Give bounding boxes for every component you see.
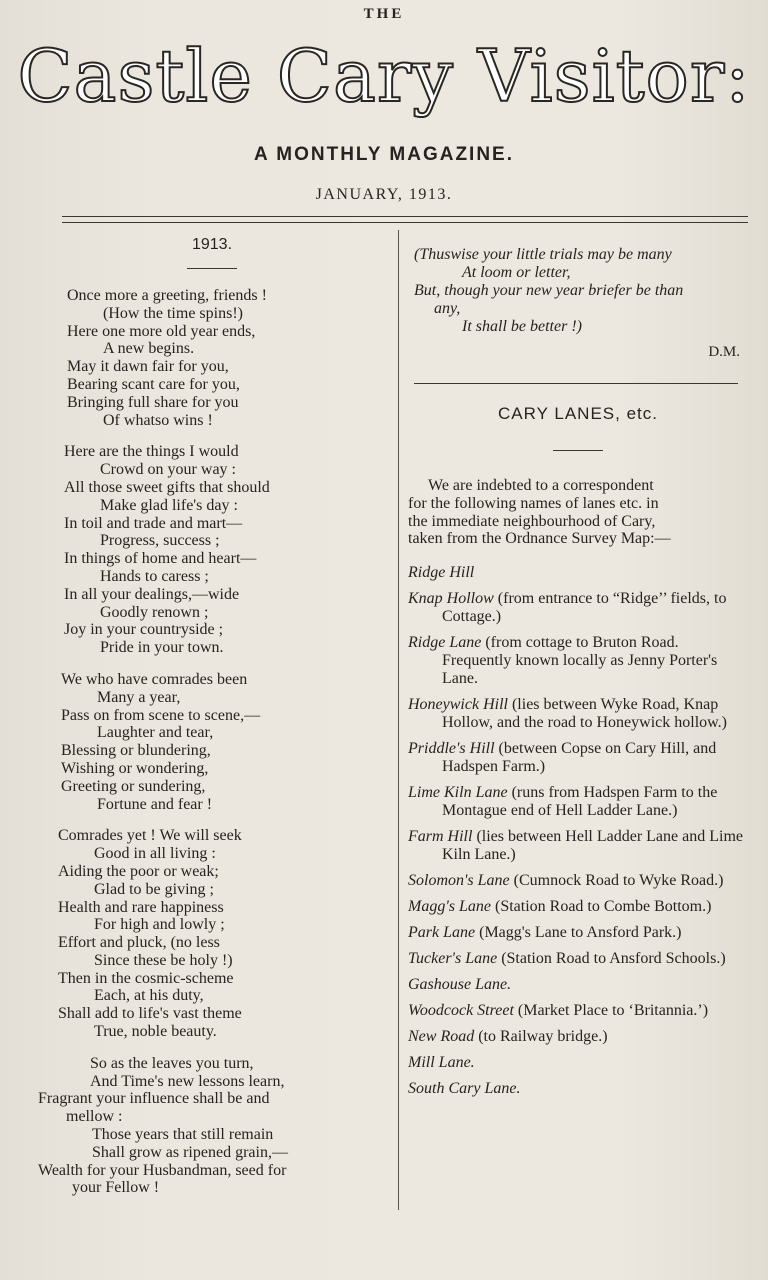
lane-desc: (Market Place to ‘Britannia.’) — [513, 1002, 709, 1020]
lane-name: South Cary Lane. — [408, 1080, 521, 1098]
lane-item — [408, 872, 748, 890]
lane-item — [408, 740, 748, 776]
lane-desc: (from cottage to Bruton Road. Frequently known locally as Jenny Porter's Lane. — [442, 634, 718, 688]
poem-line: (Thuswise your little trials may be many — [414, 246, 672, 263]
masthead-title: Castle Cary Visitor: — [17, 34, 751, 118]
lane-item — [408, 564, 748, 582]
poem-line: May it dawn fair for you, — [67, 358, 229, 376]
poem-line: Many a year, — [97, 688, 181, 706]
poem-line: All those sweet gifts that should — [64, 478, 270, 496]
poem-line: Pride in your town. — [100, 639, 224, 657]
poem-line: Bringing full share for you — [67, 393, 239, 411]
lane-name: Lime Kiln Lane — [408, 784, 508, 802]
lanes-title-rule — [553, 450, 603, 451]
poem-title: 1913. — [191, 236, 233, 253]
poem-line: Once more a greeting, friends ! — [67, 287, 267, 304]
poem-line: Comrades yet ! We will seek — [58, 827, 242, 845]
poem-line: Aiding the poor or weak; — [58, 862, 219, 880]
lanes-list — [408, 564, 748, 1098]
lane-name: Magg's Lane — [408, 898, 491, 916]
lane-item — [408, 898, 748, 916]
poem-line: (How the time spins!) — [103, 304, 243, 322]
poem-line: Then in the cosmic-scheme — [58, 969, 234, 987]
poem-line: Fortune and fear ! — [97, 795, 213, 813]
poem-line: In all your dealings,—wide — [64, 585, 240, 603]
poem-line: Since these be holy !) — [94, 951, 233, 969]
lanes-title: CARY LANES, etc. — [498, 404, 658, 423]
poem-author: D.M. — [708, 344, 740, 360]
poem-stanza-5 — [36, 1055, 388, 1197]
poem-line: Each, at his duty, — [94, 987, 204, 1005]
poem-line: mellow : — [66, 1108, 123, 1126]
poem-line: Laughter and tear, — [97, 724, 214, 742]
poem-line: Wishing or wondering, — [61, 759, 209, 777]
lane-item — [408, 634, 748, 688]
poem-line: Pass on from scene to scene,— — [61, 706, 261, 724]
poem-title-rule — [187, 268, 237, 269]
lane-item — [408, 828, 748, 864]
masthead-subtitle: A MONTHLY MAGAZINE. — [253, 144, 515, 165]
lane-item — [408, 1054, 748, 1072]
lane-desc: (lies between Wyke Road, Knap Hollow, and the road to Honeywick hollow.) — [442, 696, 727, 732]
poem-line: Goodly renown ; — [100, 603, 209, 621]
poem-line: For high and lowly ; — [94, 916, 225, 934]
header-rule-bottom — [62, 222, 748, 223]
section-rule — [414, 383, 738, 384]
lane-desc: (Magg's Lane to Ansford Park.) — [475, 924, 682, 942]
poem-line: Crowd on your way : — [100, 461, 236, 479]
lane-desc: (Cumnock Road to Wyke Road.) — [509, 872, 724, 890]
poem-line: Shall grow as ripened grain,— — [92, 1143, 288, 1161]
lane-desc: (Station Road to Ansford Schools.) — [497, 950, 726, 968]
lane-name: Woodcock Street — [408, 1002, 514, 1020]
lane-item — [408, 1002, 748, 1020]
poem-line: In toil and trade and mart— — [64, 514, 243, 532]
poem-line: your Fellow ! — [72, 1179, 160, 1197]
poem-line: Those years that still remain — [92, 1126, 274, 1144]
masthead-the: THE — [363, 6, 405, 22]
lane-item — [408, 950, 748, 968]
poem-line: Blessing or blundering, — [61, 742, 211, 760]
intro-line: We are indebted to a correspondent — [428, 477, 654, 494]
poem-line: any, — [434, 300, 461, 317]
lane-name: Knap Hollow — [408, 590, 494, 608]
lane-name: Gashouse Lane. — [408, 976, 512, 994]
poem-line: So as the leaves you turn, — [90, 1054, 254, 1072]
poem-stanza-2 — [36, 443, 388, 657]
poem-line: Here are the things I would — [64, 443, 239, 461]
lane-name: Farm Hill — [408, 828, 473, 846]
lane-name: New Road — [408, 1028, 475, 1046]
lane-item — [408, 1028, 748, 1046]
poem-line: Bearing scant care for you, — [67, 375, 240, 393]
right-column — [408, 246, 748, 1098]
poem-stanza-1 — [36, 287, 388, 429]
poem-line: In things of home and heart— — [64, 550, 257, 568]
poem-column — [36, 236, 388, 1211]
poem-line: Effort and pluck, (no less — [58, 934, 220, 952]
lane-desc: (to Railway bridge.) — [474, 1028, 608, 1046]
lane-item — [408, 590, 748, 626]
poem-line: A new begins. — [103, 340, 195, 358]
poem-stanza-6 — [408, 246, 748, 336]
header-rule-top — [62, 216, 748, 217]
lane-item — [408, 1080, 748, 1098]
poem-line: Make glad life's day : — [100, 496, 238, 514]
poem-line: We who have comrades been — [61, 670, 248, 688]
intro-line: taken from the Ordnance Survey Map:— — [408, 530, 671, 548]
poem-line: Shall add to life's vast theme — [58, 1005, 242, 1023]
poem-line: Here one more old year ends, — [67, 322, 256, 340]
poem-line: But, though your new year briefer be than — [414, 282, 684, 299]
poem-line: Hands to caress ; — [100, 567, 209, 585]
poem-line: Health and rare happiness — [58, 898, 224, 916]
lane-name: Ridge Lane — [408, 634, 482, 652]
lane-name: Priddle's Hill — [408, 740, 495, 758]
poem-line: Greeting or sundering, — [61, 777, 206, 795]
poem-line: And Time's new lessons learn, — [90, 1072, 285, 1090]
poem-stanza-3 — [36, 671, 388, 813]
lanes-intro — [408, 477, 748, 548]
lane-item — [408, 924, 748, 942]
lane-item — [408, 696, 748, 732]
poem-line: Progress, success ; — [100, 532, 220, 550]
poem-stanza-4 — [36, 827, 388, 1041]
poem-line: Of whatso wins ! — [103, 411, 213, 429]
poem-line: Fragrant your influence shall be and — [38, 1090, 270, 1108]
poem-line: Good in all living : — [94, 845, 216, 863]
lane-desc: (runs from Hadspen Farm to the Montague end of Hell Ladder Lane.) — [442, 784, 718, 820]
intro-line: for the following names of lanes etc. in — [408, 494, 659, 512]
poem-line: At loom or letter, — [462, 264, 571, 281]
lane-name: Tucker's Lane — [408, 950, 498, 968]
column-divider — [398, 230, 399, 1210]
lane-desc: (lies between Hell Ladder Lane and Lime Kiln Lane.) — [442, 828, 743, 864]
lane-item — [408, 784, 748, 820]
lane-desc: (between Copse on Cary Hill, and Hadspen Farm.) — [442, 740, 717, 776]
lane-name: Ridge Hill — [408, 564, 475, 582]
poem-line: Wealth for your Husbandman, seed for — [38, 1161, 287, 1179]
poem-line: It shall be better !) — [462, 318, 582, 335]
lane-item — [408, 976, 748, 994]
poem-line: Glad to be giving ; — [94, 880, 214, 898]
issue-date: JANUARY, 1913. — [315, 186, 453, 203]
lane-name: Solomon's Lane — [408, 872, 510, 890]
lane-desc: (Station Road to Combe Bottom.) — [490, 898, 712, 916]
poem-line: Joy in your countryside ; — [64, 621, 224, 639]
lane-name: Park Lane — [408, 924, 476, 942]
poem-line: True, noble beauty. — [94, 1023, 217, 1041]
intro-line: the immediate neighbourhood of Cary, — [408, 512, 656, 530]
lane-name: Honeywick Hill — [408, 696, 508, 714]
lane-name: Mill Lane. — [408, 1054, 475, 1072]
lane-desc: (from entrance to “Ridge’’ fields, to Cottage.) — [442, 590, 727, 626]
